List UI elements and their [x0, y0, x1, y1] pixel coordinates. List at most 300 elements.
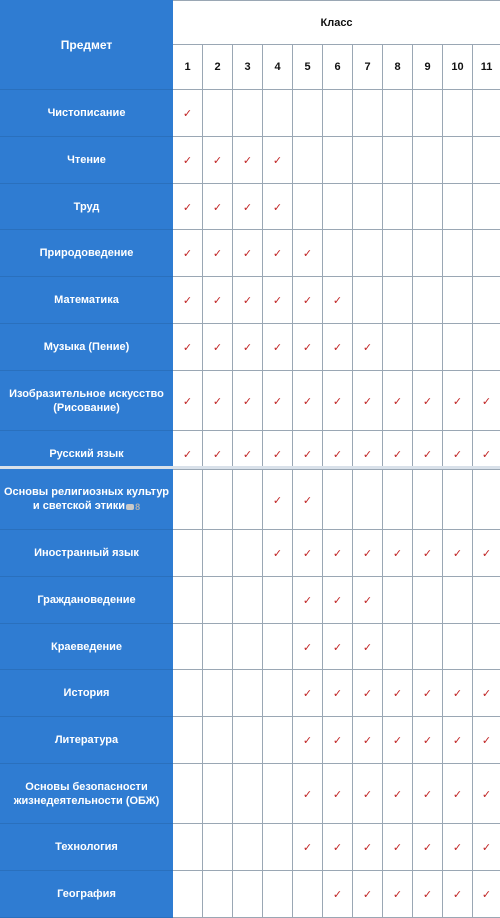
checkmark-icon: ✓: [363, 688, 372, 700]
grade-cell: [173, 871, 203, 918]
checkmark-icon: ✓: [363, 789, 372, 801]
checkmark-icon: ✓: [183, 155, 192, 167]
grade-cell: [383, 624, 413, 670]
checkmark-icon: ✓: [303, 295, 312, 307]
checkmark-icon: ✓: [363, 842, 372, 854]
checkmark-icon: ✓: [213, 202, 222, 214]
checkmark-icon: ✓: [482, 789, 491, 801]
grade-cell: [383, 670, 413, 717]
checkmark-icon: ✓: [423, 396, 432, 408]
grade-cell: [203, 624, 233, 670]
subject-label: [1, 324, 173, 371]
checkmark-icon: ✓: [243, 342, 252, 354]
grade-cell: [473, 371, 500, 431]
grade-cell: [173, 470, 203, 530]
grade-cell: [203, 764, 233, 824]
subject-label: [1, 670, 173, 717]
checkmark-icon: ✓: [303, 642, 312, 654]
grade-cell: [413, 717, 443, 764]
grade-cell: [293, 277, 323, 324]
grade-cell: [353, 717, 383, 764]
grade-cell: [323, 90, 353, 137]
grade-cell: [413, 577, 443, 624]
grade-cell: [263, 670, 293, 717]
grade-cell: [293, 764, 323, 824]
grade-cell: [353, 824, 383, 871]
grade-cell: [353, 230, 383, 277]
grade-cell: [323, 764, 353, 824]
checkmark-icon: ✓: [213, 295, 222, 307]
subject-label: [1, 577, 173, 624]
subject-label: [1, 624, 173, 670]
subject-label: [1, 90, 173, 137]
checkmark-icon: ✓: [482, 688, 491, 700]
grade-cell: [173, 824, 203, 871]
grade-cell: [383, 577, 413, 624]
checkmark-icon: ✓: [333, 642, 342, 654]
grade-cell: [233, 764, 263, 824]
checkmark-icon: ✓: [273, 295, 282, 307]
checkmark-icon: ✓: [423, 842, 432, 854]
grade-cell: [323, 277, 353, 324]
grade-cell: [293, 624, 323, 670]
checkmark-icon: ✓: [273, 342, 282, 354]
subject-name: Основы религиозных культур и светской этики: [4, 486, 169, 512]
checkmark-icon: ✓: [423, 688, 432, 700]
checkmark-icon: ✓: [273, 248, 282, 260]
table-row: [1, 764, 500, 824]
grade-cell: [233, 470, 263, 530]
subject-name: Технология: [55, 841, 118, 853]
checkmark-icon: ✓: [393, 548, 402, 560]
grade-cell: [413, 624, 443, 670]
subject-column-header: Предмет: [1, 1, 173, 90]
checkmark-icon: ✓: [333, 688, 342, 700]
grade-cell: [443, 230, 473, 277]
grade-cell: [413, 184, 443, 230]
subject-name: Природоведение: [40, 247, 134, 259]
checkmark-icon: ✓: [482, 548, 491, 560]
checkmark-icon: ✓: [453, 688, 462, 700]
subject-label: [1, 230, 173, 277]
checkmark-icon: ✓: [423, 789, 432, 801]
comment-count-icon[interactable]: [126, 500, 140, 514]
checkmark-icon: ✓: [363, 342, 372, 354]
checkmark-icon: ✓: [183, 108, 192, 120]
checkmark-icon: ✓: [333, 342, 342, 354]
grade-cell: [173, 277, 203, 324]
subject-label: [1, 824, 173, 871]
checkmark-icon: ✓: [303, 595, 312, 607]
checkmark-icon: ✓: [333, 295, 342, 307]
grade-cell: [293, 137, 323, 184]
grade-cell: [203, 90, 233, 137]
grade-cell: [443, 717, 473, 764]
grade-cell: [293, 717, 323, 764]
checkmark-icon: ✓: [303, 248, 312, 260]
grade-cell: [473, 137, 500, 184]
grade-header: 1: [173, 45, 203, 90]
grade-cell: [383, 184, 413, 230]
grade-cell: [173, 530, 203, 577]
subject-name: Граждановедение: [37, 594, 135, 606]
grade-cell: [263, 871, 293, 918]
grade-cell: [203, 824, 233, 871]
checkmark-icon: ✓: [453, 789, 462, 801]
checkmark-icon: ✓: [243, 202, 252, 214]
checkmark-icon: ✓: [273, 548, 282, 560]
subject-label: [1, 871, 173, 918]
grade-cell: [353, 624, 383, 670]
checkmark-icon: ✓: [333, 842, 342, 854]
grade-cell: [233, 90, 263, 137]
checkmark-icon: ✓: [423, 449, 432, 461]
grade-cell: [353, 324, 383, 371]
grade-cell: [353, 90, 383, 137]
grade-cell: [383, 470, 413, 530]
grade-cell: [203, 277, 233, 324]
grade-cell: [413, 530, 443, 577]
grade-cell: [173, 137, 203, 184]
grade-cell: [293, 871, 323, 918]
grade-cell: [323, 324, 353, 371]
grade-cell: [203, 530, 233, 577]
grade-cell: [263, 530, 293, 577]
grade-cell: [413, 371, 443, 431]
grade-cell: [173, 670, 203, 717]
grade-cell: [443, 371, 473, 431]
speech-bubble-icon: [126, 504, 134, 510]
checkmark-icon: ✓: [482, 842, 491, 854]
grade-cell: [263, 137, 293, 184]
grade-cell: [293, 530, 323, 577]
grade-cell: [233, 670, 263, 717]
subject-label: [1, 371, 173, 431]
grade-cell: [473, 764, 500, 824]
grade-header: 3: [233, 45, 263, 90]
grade-cell: [413, 470, 443, 530]
grade-cell: [233, 577, 263, 624]
subject-label: [1, 184, 173, 230]
subject-name: Литература: [55, 734, 118, 746]
grade-cell: [443, 137, 473, 184]
checkmark-icon: ✓: [303, 688, 312, 700]
grade-cell: [443, 577, 473, 624]
checkmark-icon: ✓: [363, 595, 372, 607]
grade-cell: [413, 277, 443, 324]
grade-cell: [233, 717, 263, 764]
grade-cell: [473, 90, 500, 137]
subject-label: [1, 530, 173, 577]
subject-name: Основы безопасности жизнедеятельности (ОБЖ): [14, 781, 160, 807]
checkmark-icon: ✓: [213, 449, 222, 461]
grade-cell: [443, 871, 473, 918]
table-row: [1, 577, 500, 624]
checkmark-icon: ✓: [482, 735, 491, 747]
checkmark-icon: ✓: [303, 342, 312, 354]
grade-cell: [413, 871, 443, 918]
grade-cell: [233, 371, 263, 431]
grade-cell: [173, 324, 203, 371]
checkmark-icon: ✓: [303, 396, 312, 408]
subject-name: Краеведение: [51, 641, 122, 653]
table-row: [1, 137, 500, 184]
grade-cell: [263, 717, 293, 764]
checkmark-icon: ✓: [183, 449, 192, 461]
grade-cell: [173, 764, 203, 824]
checkmark-icon: ✓: [243, 155, 252, 167]
grade-cell: [383, 277, 413, 324]
checkmark-icon: ✓: [273, 155, 282, 167]
grade-cell: [473, 624, 500, 670]
grade-cell: [173, 90, 203, 137]
checkmark-icon: ✓: [482, 449, 491, 461]
grade-header: 9: [413, 45, 443, 90]
checkmark-icon: ✓: [303, 735, 312, 747]
grade-cell: [443, 277, 473, 324]
grade-header: 6: [323, 45, 353, 90]
checkmark-icon: ✓: [363, 735, 372, 747]
grade-cell: [413, 670, 443, 717]
grade-cell: [293, 824, 323, 871]
checkmark-icon: ✓: [333, 396, 342, 408]
grade-cell: [473, 230, 500, 277]
grade-cell: [203, 717, 233, 764]
checkmark-icon: ✓: [183, 342, 192, 354]
class-column-header: Класс: [173, 1, 500, 45]
grade-cell: [293, 184, 323, 230]
subject-name: Чистописание: [48, 107, 126, 119]
checkmark-icon: ✓: [423, 548, 432, 560]
grade-cell: [443, 824, 473, 871]
grade-cell: [413, 324, 443, 371]
checkmark-icon: ✓: [273, 202, 282, 214]
grade-cell: [293, 470, 323, 530]
grade-cell: [173, 371, 203, 431]
grade-cell: [203, 137, 233, 184]
subject-name: Музыка (Пение): [44, 341, 130, 353]
grade-cell: [293, 371, 323, 431]
table-row: [1, 470, 500, 530]
table-row: [1, 670, 500, 717]
grade-cell: [203, 324, 233, 371]
grade-cell: [473, 824, 500, 871]
table-row: [1, 871, 500, 918]
grade-cell: [233, 624, 263, 670]
grade-header: 11: [473, 45, 500, 90]
grade-cell: [323, 137, 353, 184]
grade-cell: [383, 371, 413, 431]
grade-cell: [323, 871, 353, 918]
checkmark-icon: ✓: [303, 449, 312, 461]
grade-cell: [383, 137, 413, 184]
grade-cell: [263, 624, 293, 670]
grade-cell: [293, 90, 323, 137]
grade-cell: [203, 184, 233, 230]
grade-cell: [353, 871, 383, 918]
checkmark-icon: ✓: [423, 735, 432, 747]
checkmark-icon: ✓: [453, 842, 462, 854]
grade-cell: [173, 577, 203, 624]
checkmark-icon: ✓: [303, 495, 312, 507]
grade-cell: [263, 764, 293, 824]
grade-cell: [413, 230, 443, 277]
grade-cell: [353, 470, 383, 530]
checkmark-icon: ✓: [393, 735, 402, 747]
grade-cell: [293, 670, 323, 717]
checkmark-icon: ✓: [333, 789, 342, 801]
grade-cell: [473, 530, 500, 577]
checkmark-icon: ✓: [393, 889, 402, 901]
grade-cell: [263, 371, 293, 431]
checkmark-icon: ✓: [333, 735, 342, 747]
grade-cell: [233, 137, 263, 184]
checkmark-icon: ✓: [213, 342, 222, 354]
grade-cell: [203, 230, 233, 277]
subject-name: Чтение: [67, 154, 106, 166]
grade-cell: [323, 230, 353, 277]
grade-cell: [323, 470, 353, 530]
grade-header: 10: [443, 45, 473, 90]
checkmark-icon: ✓: [333, 889, 342, 901]
checkmark-icon: ✓: [243, 449, 252, 461]
checkmark-icon: ✓: [273, 495, 282, 507]
checkmark-icon: ✓: [363, 889, 372, 901]
grade-cell: [353, 371, 383, 431]
grade-header: 5: [293, 45, 323, 90]
grade-cell: [443, 470, 473, 530]
table-row: [1, 324, 500, 371]
grade-cell: [173, 624, 203, 670]
grade-cell: [203, 470, 233, 530]
grade-cell: [443, 324, 473, 371]
grade-cell: [233, 277, 263, 324]
checkmark-icon: ✓: [333, 595, 342, 607]
grade-cell: [473, 184, 500, 230]
grade-cell: [473, 577, 500, 624]
grade-cell: [383, 90, 413, 137]
grade-cell: [203, 871, 233, 918]
subject-name: Иностранный язык: [34, 547, 139, 559]
grade-cell: [203, 670, 233, 717]
grade-cell: [413, 764, 443, 824]
subject-label: [1, 717, 173, 764]
checkmark-icon: ✓: [183, 202, 192, 214]
subject-label: [1, 277, 173, 324]
subject-name: История: [64, 687, 110, 699]
subject-label: [1, 470, 173, 530]
grade-cell: [443, 764, 473, 824]
checkmark-icon: ✓: [393, 789, 402, 801]
grade-cell: [323, 624, 353, 670]
grade-cell: [323, 717, 353, 764]
grade-cell: [353, 277, 383, 324]
grade-cell: [413, 137, 443, 184]
grade-header: 8: [383, 45, 413, 90]
grade-cell: [383, 530, 413, 577]
checkmark-icon: ✓: [393, 842, 402, 854]
grade-cell: [443, 90, 473, 137]
checkmark-icon: ✓: [273, 449, 282, 461]
grade-cell: [413, 824, 443, 871]
grade-cell: [353, 577, 383, 624]
grade-cell: [383, 324, 413, 371]
subject-name: Русский язык: [49, 448, 123, 460]
grade-cell: [263, 470, 293, 530]
grade-cell: [173, 230, 203, 277]
grade-cell: [263, 577, 293, 624]
checkmark-icon: ✓: [243, 295, 252, 307]
checkmark-icon: ✓: [243, 248, 252, 260]
checkmark-icon: ✓: [453, 396, 462, 408]
grade-cell: [383, 764, 413, 824]
subjects-table-bottom: [0, 469, 500, 918]
subject-label: [1, 137, 173, 184]
checkmark-icon: ✓: [303, 842, 312, 854]
checkmark-icon: ✓: [363, 449, 372, 461]
checkmark-icon: ✓: [393, 688, 402, 700]
table-row: [1, 230, 500, 277]
grade-cell: [203, 371, 233, 431]
table-row: [1, 277, 500, 324]
checkmark-icon: ✓: [453, 449, 462, 461]
checkmark-icon: ✓: [423, 889, 432, 901]
subject-name: География: [57, 888, 116, 900]
checkmark-icon: ✓: [482, 889, 491, 901]
grade-cell: [413, 90, 443, 137]
grade-cell: [233, 230, 263, 277]
checkmark-icon: ✓: [363, 642, 372, 654]
subject-name: Математика: [54, 294, 119, 306]
grade-header: 2: [203, 45, 233, 90]
comment-count: 8: [135, 502, 140, 512]
grade-cell: [323, 530, 353, 577]
table-row: [1, 371, 500, 431]
grade-cell: [473, 717, 500, 764]
checkmark-icon: ✓: [243, 396, 252, 408]
subject-name: Труд: [74, 201, 100, 213]
grade-cell: [263, 230, 293, 277]
checkmark-icon: ✓: [453, 889, 462, 901]
grade-cell: [293, 324, 323, 371]
subject-name: Изобразительное искусство (Рисование): [9, 388, 164, 414]
checkmark-icon: ✓: [393, 449, 402, 461]
grade-cell: [353, 137, 383, 184]
grade-cell: [323, 184, 353, 230]
grade-cell: [353, 764, 383, 824]
checkmark-icon: ✓: [453, 548, 462, 560]
grade-cell: [323, 670, 353, 717]
checkmark-icon: ✓: [183, 248, 192, 260]
grade-cell: [173, 184, 203, 230]
checkmark-icon: ✓: [213, 155, 222, 167]
grade-cell: [323, 371, 353, 431]
grade-cell: [443, 624, 473, 670]
checkmark-icon: ✓: [303, 789, 312, 801]
grade-cell: [353, 670, 383, 717]
checkmark-icon: ✓: [363, 396, 372, 408]
grade-cell: [443, 184, 473, 230]
checkmark-icon: ✓: [273, 396, 282, 408]
grade-cell: [383, 824, 413, 871]
grade-cell: [323, 824, 353, 871]
grade-cell: [263, 277, 293, 324]
checkmark-icon: ✓: [333, 548, 342, 560]
grade-header: 7: [353, 45, 383, 90]
table-row: [1, 824, 500, 871]
grade-cell: [293, 230, 323, 277]
grade-cell: [233, 184, 263, 230]
